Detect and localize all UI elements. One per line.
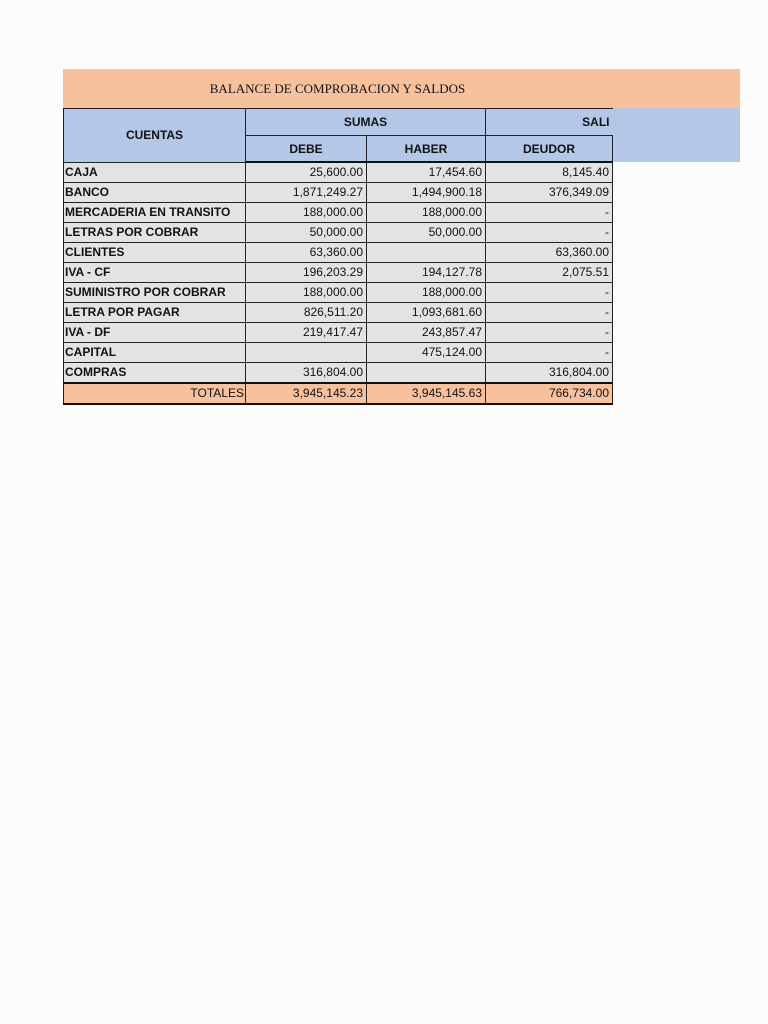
account-name-cell[interactable]: LETRA POR PAGAR	[64, 303, 246, 323]
table-row	[64, 363, 613, 384]
table-row	[64, 162, 613, 183]
header-cuentas[interactable]: CUENTAS	[64, 109, 246, 163]
haber-cell[interactable]: 188,000.00	[367, 203, 486, 223]
header-saldos[interactable]: SALI	[486, 109, 613, 136]
account-name-cell[interactable]: COMPRAS	[64, 363, 246, 384]
deudor-cell[interactable]: 316,804.00	[486, 363, 613, 384]
account-name-cell[interactable]: LETRAS POR COBRAR	[64, 223, 246, 243]
haber-cell[interactable]: 188,000.00	[367, 283, 486, 303]
totals-label[interactable]: TOTALES	[64, 383, 246, 404]
haber-cell[interactable]: 17,454.60	[367, 162, 486, 183]
deudor-cell[interactable]: -	[486, 223, 613, 243]
debe-cell[interactable]: 1,871,249.27	[246, 183, 367, 203]
deudor-cell[interactable]: -	[486, 343, 613, 363]
debe-cell[interactable]: 188,000.00	[246, 203, 367, 223]
table-row	[64, 283, 613, 303]
debe-cell[interactable]: 196,203.29	[246, 263, 367, 283]
debe-cell[interactable]: 219,417.47	[246, 323, 367, 343]
haber-cell[interactable]: 1,093,681.60	[367, 303, 486, 323]
header-row-top	[64, 109, 613, 136]
header-sumas[interactable]: SUMAS	[246, 109, 486, 136]
debe-cell[interactable]: 316,804.00	[246, 363, 367, 384]
haber-cell[interactable]	[367, 243, 486, 263]
account-name-cell[interactable]: CAJA	[64, 162, 246, 183]
deudor-cell[interactable]: -	[486, 303, 613, 323]
totals-debe[interactable]: 3,945,145.23	[246, 383, 367, 404]
debe-cell[interactable]: 63,360.00	[246, 243, 367, 263]
table-row	[64, 303, 613, 323]
account-name-cell[interactable]: MERCADERIA EN TRANSITO	[64, 203, 246, 223]
totals-row	[64, 383, 613, 404]
account-name-cell[interactable]: IVA - CF	[64, 263, 246, 283]
account-name-cell[interactable]: IVA - DF	[64, 323, 246, 343]
table-row	[64, 223, 613, 243]
debe-cell[interactable]: 826,511.20	[246, 303, 367, 323]
table-row	[64, 323, 613, 343]
account-name-cell[interactable]: SUMINISTRO POR COBRAR	[64, 283, 246, 303]
haber-cell[interactable]: 475,124.00	[367, 343, 486, 363]
haber-cell[interactable]: 1,494,900.18	[367, 183, 486, 203]
account-name-cell[interactable]: CAPITAL	[64, 343, 246, 363]
haber-cell[interactable]: 243,857.47	[367, 323, 486, 343]
header-haber[interactable]: HABER	[367, 136, 486, 163]
table-row	[64, 243, 613, 263]
debe-cell[interactable]: 188,000.00	[246, 283, 367, 303]
deudor-cell[interactable]: 2,075.51	[486, 263, 613, 283]
haber-cell[interactable]	[367, 363, 486, 384]
table-row	[64, 263, 613, 283]
account-name-cell[interactable]: CLIENTES	[64, 243, 246, 263]
table-row	[64, 203, 613, 223]
table-row	[64, 183, 613, 203]
table-row	[64, 343, 613, 363]
account-name-cell[interactable]: BANCO	[64, 183, 246, 203]
deudor-cell[interactable]: 63,360.00	[486, 243, 613, 263]
totals-deudor[interactable]: 766,734.00	[486, 383, 613, 404]
totals-haber[interactable]: 3,945,145.63	[367, 383, 486, 404]
debe-cell[interactable]: 50,000.00	[246, 223, 367, 243]
debe-cell[interactable]: 25,600.00	[246, 162, 367, 183]
header-debe[interactable]: DEBE	[246, 136, 367, 163]
deudor-cell[interactable]: 8,145.40	[486, 162, 613, 183]
haber-cell[interactable]: 50,000.00	[367, 223, 486, 243]
deudor-cell[interactable]: -	[486, 323, 613, 343]
haber-cell[interactable]: 194,127.78	[367, 263, 486, 283]
header-deudor[interactable]: DEUDOR	[486, 136, 613, 163]
sheet-title: BALANCE DE COMPROBACION Y SALDOS	[209, 81, 466, 96]
deudor-cell[interactable]: -	[486, 283, 613, 303]
deudor-cell[interactable]: -	[486, 203, 613, 223]
deudor-cell[interactable]: 376,349.09	[486, 183, 613, 203]
balance-table	[63, 108, 613, 405]
debe-cell[interactable]	[246, 343, 367, 363]
saldos-header-band	[612, 108, 740, 162]
